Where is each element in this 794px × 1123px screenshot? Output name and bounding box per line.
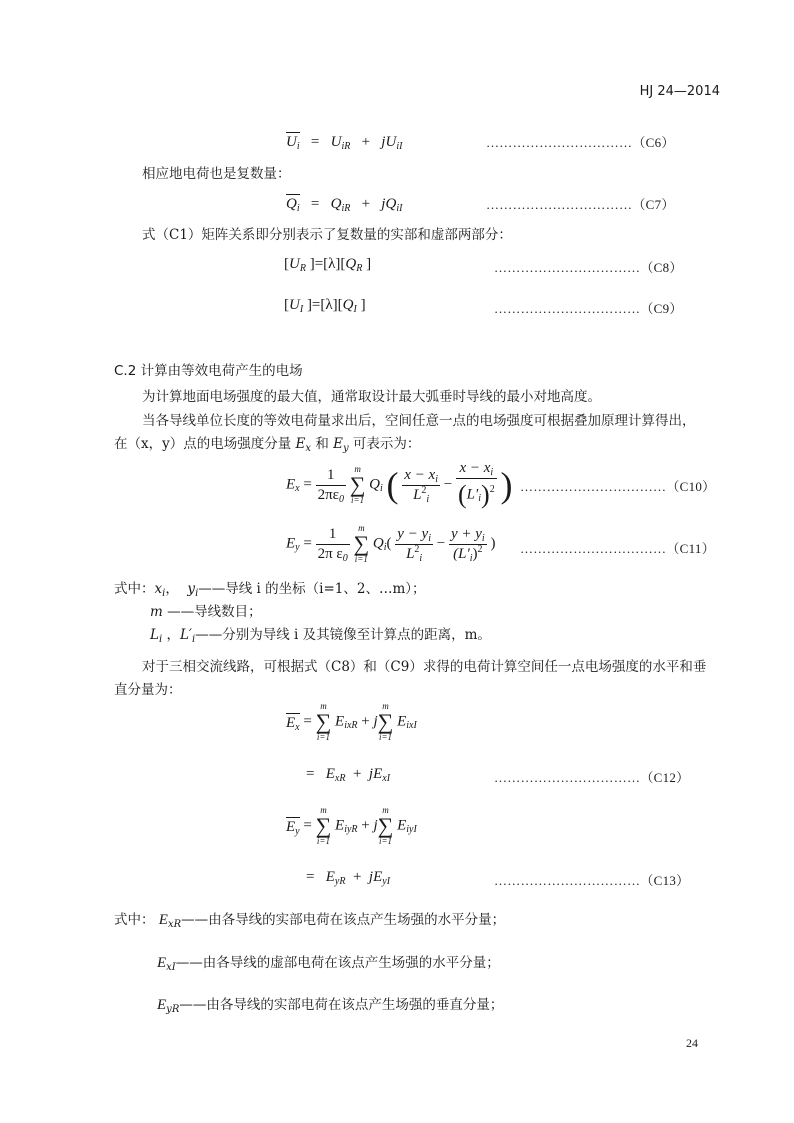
paragraph-matrix-relation: 式（C1）矩阵关系即分别表示了复数量的实部和虚部两部分：	[142, 227, 512, 243]
standard-code: HJ 24—2014	[639, 84, 720, 99]
equation-c12-result: = $E_{xR} + jE_{xI}$	[306, 766, 391, 784]
c8-leader: ……………………………（C8）	[494, 260, 683, 275]
c11-leader: ……………………………（C11）	[520, 541, 716, 556]
c12-leader: ……………………………（C12）	[494, 770, 690, 785]
paragraph-max-field: 为计算地面电场强度的最大值，通常取设计最大弧垂时导线的最小对地高度。	[142, 389, 601, 405]
c7-lhs: $Q_i$	[286, 196, 300, 214]
c10-coefficient: $\frac{1}{2\pi\varepsilon_0}$	[317, 466, 344, 505]
section-heading: C.2 计算由等效电荷产生的电场	[114, 363, 303, 379]
paragraph-superposition-2: 在（x，y）点的电场强度分量 $E_x$ 和 $E_y$ 可表示为：	[114, 436, 421, 454]
c10-leader: ……………………………（C10）	[520, 479, 716, 494]
c10-frac-1: $\frac{x - x_i}{L^2_i}$	[404, 466, 438, 505]
c11-frac-2: $\frac{y + y_i}{(L'_i)^2}$	[450, 525, 485, 564]
page-number: 24	[686, 1036, 698, 1050]
where-exi: $E_{xI}——$由各导线的虚部电荷在该点产生场强的水平分量；	[157, 955, 500, 973]
c6-leader: ……………………………（C6）	[486, 135, 675, 150]
c9-leader: ……………………………（C9）	[494, 301, 683, 316]
equation-c8: [$U_R$ ]$=[\lambda][Q_R$ ]	[284, 256, 372, 274]
equation-c10: $E_x$ = $\frac{1}{2\pi\varepsilon_0}$ m ∑ i=1 $Q_i$ ( $\frac{x - x_i}{L^2_i}$ − $\frac{x - x_i}{(L'_i)^2}$ )	[286, 460, 513, 509]
where-line-distance: $L_i$ ，$L'_i——$分别为导线 i 及其镜像至计算点的距离，m。	[150, 627, 491, 645]
c6-lhs: $U_i$	[286, 134, 300, 152]
c11-coefficient: $\frac{1}{2\pi \varepsilon_0}$	[317, 525, 348, 564]
c10-frac-2: $\frac{x - x_i}{(L'_i)^2}$	[457, 460, 495, 509]
where-eyr: $E_{yR}——$由各导线的实部电荷在该点产生场强的垂直分量；	[157, 997, 504, 1015]
equation-c7: $Q_i$ = $Q_{iR}$ + $jQ_{iI}$	[286, 196, 403, 214]
c13-leader: ……………………………（C13）	[494, 873, 690, 888]
equation-c11: $E_y$ = $\frac{1}{2\pi \varepsilon_0}$ m ∑ i=1 $Q_i$( $\frac{y - y_i}{L^2_i}$ − $\frac{y + y_i}{(L'_i)^2}$ )	[286, 523, 496, 564]
where-exr: 式中： $E_{xR}——$由各导线的实部电荷在该点产生场强的水平分量；	[114, 912, 506, 930]
paragraph-three-phase-2: 直分量为：	[114, 682, 182, 698]
where-line-count: m ——导线数目；	[150, 604, 262, 620]
equation-c6: $U_i$ = $U_{iR}$ + $jU_{iI}$	[286, 134, 403, 152]
paragraph-charge-complex: 相应地电荷也是复数量：	[142, 166, 291, 182]
where-line-coordinates: 式中：$x_i$， $y_i——$导线 i 的坐标（i=1、2、…m）；	[114, 581, 426, 599]
c11-summation: m ∑ i=1	[353, 523, 370, 564]
c10-summation: m ∑ i=1	[349, 464, 366, 505]
equation-c13-sum: $E_y$ = m ∑ i=1 $E_{iyR} + j$ m ∑ i=1 $E_{iyI}$	[286, 805, 417, 846]
c7-leader: ……………………………（C7）	[486, 197, 675, 212]
equation-c12-sum: $E_x$ = m ∑ i=1 $E_{ixR} + j$ m ∑ i=1 $E_{ixI}$	[286, 701, 417, 742]
equation-c13-result: = $E_{yR} + jE_{yI}$	[306, 869, 391, 887]
paragraph-three-phase-1: 对于三相交流线路，可根据式（C8）和（C9）求得的电荷计算空间任一点电场强度的水平和垂	[142, 659, 707, 675]
equation-c9: [$U_I$ ]$=[\lambda][Q_I$ ]	[284, 297, 366, 315]
c11-frac-1: $\frac{y - y_i}{L^2_i}$	[397, 525, 431, 564]
paragraph-superposition-1: 当各导线单位长度的等效电荷量求出后，空间任意一点的电场强度可根据叠加原理计算得出，	[142, 413, 696, 429]
